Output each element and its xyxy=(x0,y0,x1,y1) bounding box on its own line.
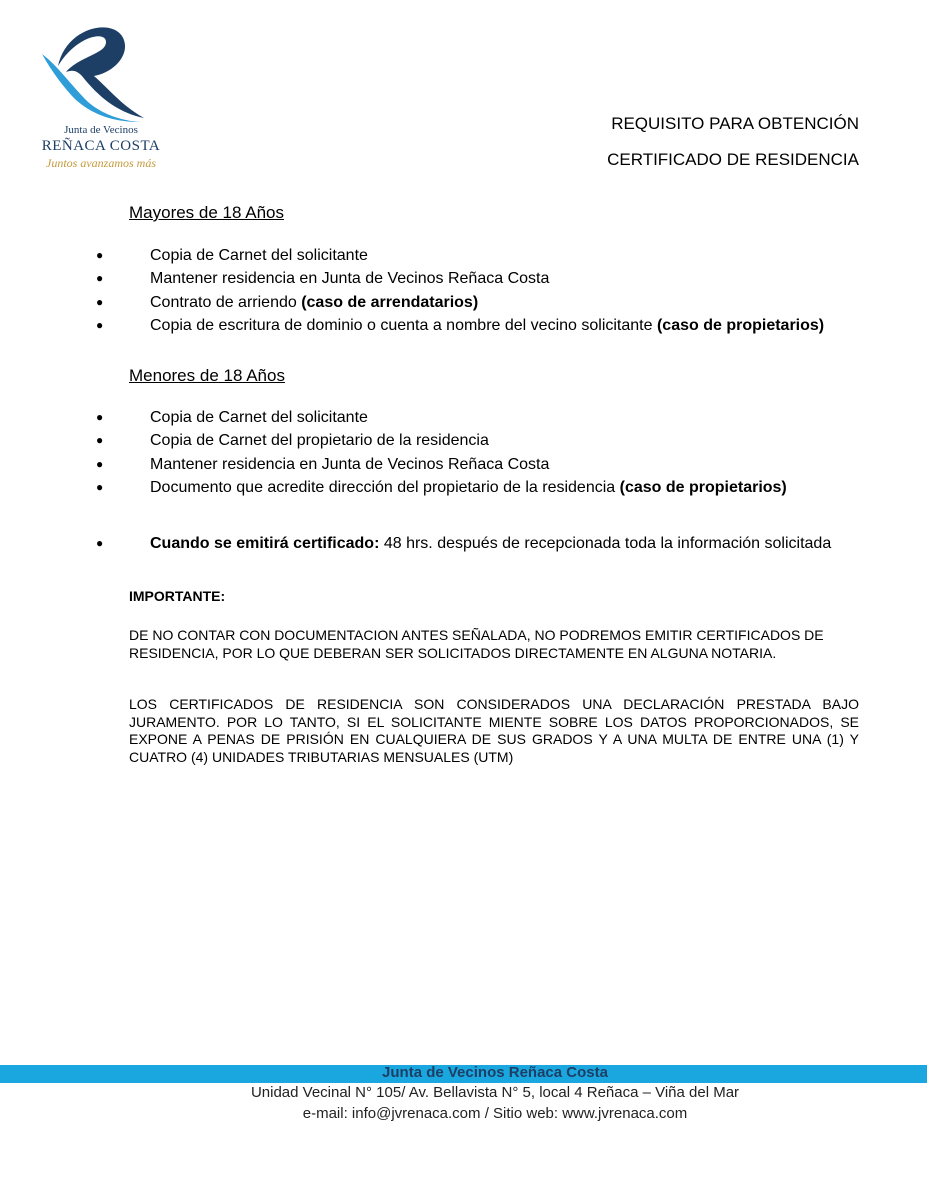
logo-line2: REÑACA COSTA xyxy=(41,138,161,154)
requirements-list-mayores xyxy=(0,244,927,337)
list-item: ● Copia de Carnet del solicitante xyxy=(0,244,927,267)
list-item: ● Copia de escritura de dominio o cuenta a nombre del vecino solicitante (caso de propietarios) xyxy=(0,314,927,337)
bullet-icon: ● xyxy=(96,479,104,494)
bullet-icon: ● xyxy=(96,317,104,332)
list-item: ● Copia de Carnet del solicitante xyxy=(0,406,927,429)
bullet-icon: ● xyxy=(96,271,104,286)
list-item: ● Cuando se emitirá certificado: 48 hrs. después de recepcionada toda la información solicitada xyxy=(0,532,927,555)
footer-address: Unidad Vecinal N° 105/ Av. Bellavista N° 5, local 4 Reñaca – Viña del Mar xyxy=(250,1084,740,1101)
bullet-icon: ● xyxy=(96,536,104,550)
document-title-line2: CERTIFICADO DE RESIDENCIA xyxy=(607,150,859,169)
bullet-icon: ● xyxy=(96,248,104,262)
important-paragraph-1: DE NO CONTAR CON DOCUMENTACION ANTES SEÑALADA, NO PODREMOS EMITIR CERTIFICADOS DE RESIDENCIA, POR LO QUE DEBERAN SER SOLICITADOS DIRECTAMENTE EN ALGUNA NOTARIA. xyxy=(129,627,824,661)
requirements-list-menores xyxy=(0,406,927,499)
bullet-icon: ● xyxy=(96,433,104,448)
list-item: ● Mantener residencia en Junta de Vecinos Reñaca Costa xyxy=(0,453,927,476)
section-heading-menores: Menores de 18 Años xyxy=(129,366,285,385)
r-logo-icon xyxy=(36,14,166,124)
important-paragraph-2: LOS CERTIFICADOS DE RESIDENCIA SON CONSIDERADOS UNA DECLARACIÓN PRESTADA BAJO JURAMENTO. POR LO TANTO, SI EL SOLICITANTE MIENTE SOBRE LOS DATOS PROPORCIONADOS, SE EXPONE A PENAS DE PRISIÓN EN CUALQUIERA DE SUS GRADOS Y A UNA MULTA DE ENTRE UNA (1) Y CUATRO (4) UNIDADES TRIBUTARIAS MENSUALES (UTM) xyxy=(129,696,859,765)
list-item: ● Documento que acredite dirección del propietario de la residencia (caso de propietarios) xyxy=(0,476,927,499)
list-item: ● Copia de Carnet del propietario de la residencia xyxy=(0,429,927,452)
logo-line1: Junta de Vecinos xyxy=(64,124,138,136)
important-label: IMPORTANTE: xyxy=(129,588,226,604)
bullet-icon: ● xyxy=(96,294,104,309)
bullet-icon: ● xyxy=(96,456,104,471)
document-title-line1: REQUISITO PARA OBTENCIÓN xyxy=(611,114,859,133)
bullet-icon: ● xyxy=(96,410,104,424)
footer-contact: e-mail: info@jvrenaca.com / Sitio web: www.jvrenaca.com xyxy=(302,1105,688,1122)
section-heading-mayores: Mayores de 18 Años xyxy=(129,203,284,222)
logo xyxy=(36,14,166,174)
footer-organization: Junta de Vecinos Reñaca Costa xyxy=(382,1064,608,1081)
list-item: ● Mantener residencia en Junta de Vecinos Reñaca Costa xyxy=(0,267,927,290)
logo-tagline: Juntos avanzamos más xyxy=(46,156,156,170)
issuance-note xyxy=(0,532,927,555)
list-item: ● Contrato de arriendo (caso de arrendatarios) xyxy=(0,291,927,314)
